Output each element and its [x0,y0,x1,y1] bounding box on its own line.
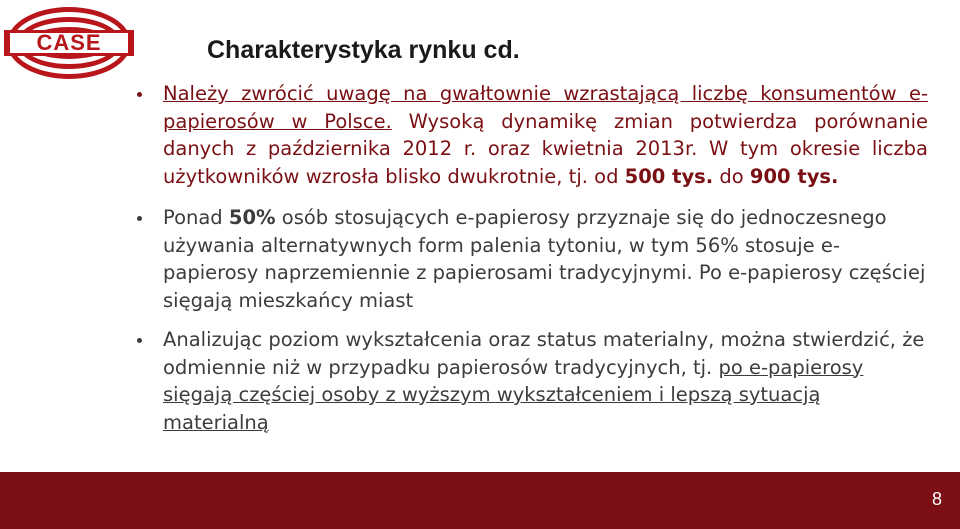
bullet-1-part-4: do [713,164,750,188]
logo-text: CASE [36,30,102,55]
case-logo [4,4,134,82]
bullet-list [134,80,928,436]
bullet-3 [134,326,928,436]
bullet-2 [134,204,928,314]
bullet-2-part-1: Ponad [163,206,229,229]
bullet-1 [134,80,928,190]
bullet-2-part-3: osób stosujących e-papierosy przyznaje się do jednoczesnego używania alternatywnych form palenia tytoniu, w tym 56% stosuje e-papierosy naprzemiennie z papierosami tradycyjnymi. Po e-papierosy częściej sięgają mieszkańcy miast [163,206,926,312]
bullet-3-part-2: po e-papierosy sięgają częściej osoby z wyższym wykształceniem i lepszą sytuacją materialną [163,355,864,434]
page-number: 8 [931,489,942,509]
bullet-2-part-2: 50% [228,206,276,229]
footer-bar [0,472,960,529]
bullet-1-part-3: 500 tys. [624,164,714,188]
bullet-3-part-1: Analizując poziom wykształcenia oraz status materialny, można stwierdzić, że odmiennie niż w przypadku papierosów tradycyjnych, tj. [163,328,925,379]
bullet-1-part-2: Wysoką dynamikę zmian potwierdza porównanie danych z października 2012 r. oraz kwietnia 2013r. W tym okresie liczba użytkowników wzrosła blisko dwukrotnie, tj. od [163,109,928,188]
bullet-1-part-1: Należy zwrócić uwagę na gwałtownie wzrastającą liczbę konsumentów e-papierosów w Polsce. [163,82,928,133]
slide-title: Charakterystyka rynku cd. [207,36,520,64]
bullet-1-part-5: 900 tys. [749,164,839,188]
